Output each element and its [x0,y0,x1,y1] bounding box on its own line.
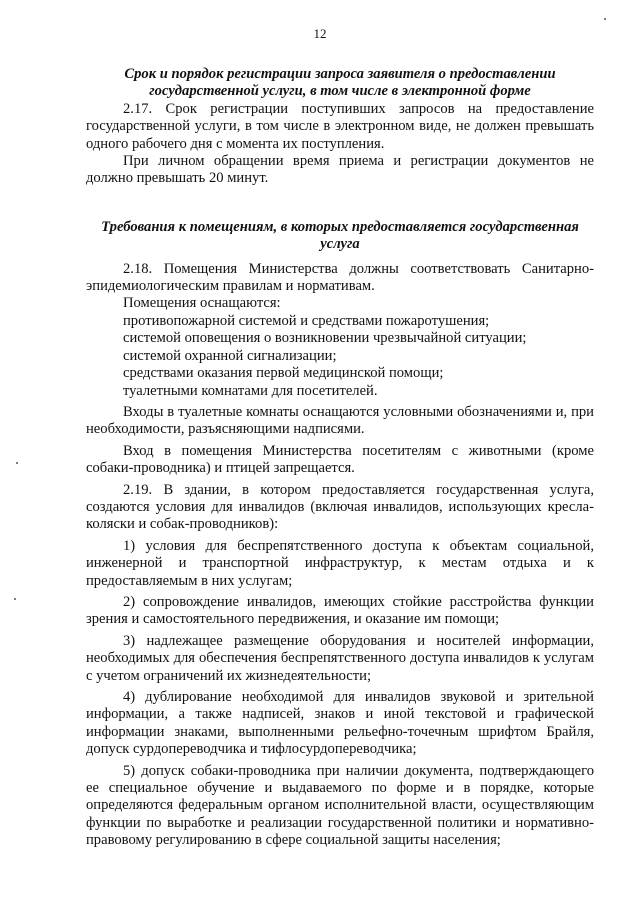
equipment-list [86,313,594,400]
paragraph-animals-prohibited: Вход в помещения Министерства посетителям с животными (кроме собаки-проводника) и птицей запрещается. [86,442,594,477]
paragraph-2-19: 2.19. В здании, в котором предоставляется государственная услуга, создаются условия для инвалидов (включая инвалидов, использующих кресла-коляски и собак-проводников): [86,481,594,533]
list-item: 2) сопровождение инвалидов, имеющих стойкие расстройства функции зрения и самостоятельного передвижения, и оказание им помощи; [86,593,594,628]
paragraph-2-18: 2.18. Помещения Министерства должны соответствовать Санитарно-эпидемиологическим правилам и нормативам. [86,260,594,295]
scan-speck [604,18,606,20]
list-item: системой охранной сигнализации; [123,347,337,364]
equipped-intro: Помещения оснащаются: [123,295,281,312]
list-item: противопожарной системой и средствами пожаротушения; [123,312,490,329]
section-heading-premises: Требования к помещениям, в которых предоставляется государственная услуга [101,218,579,253]
paragraph-toilet-entrances: Входы в туалетные комнаты оснащаются условными обозначениями и, при необходимости, разъясняющими надписями. [86,403,594,438]
disability-conditions-list [86,538,594,850]
list-item: 5) допуск собаки-проводника при наличии документа, подтверждающего ее специальное обучение и выдаваемого по форме и в порядке, которые определяются федеральным органом исполнительной власти, осуществляющим функции по выработке и реализации государственной политики и нормативно-правовому регулированию в сфере социальной защиты населения; [86,762,594,849]
page-number: 12 [313,26,327,41]
list-item: 4) дублирование необходимой для инвалидов звуковой и зрительной информации, а также надписей, знаков и иной текстовой и графической информации знаками, выполненными рельефно-точечным шрифтом Брайля, допуск сурдопереводчика и тифлосурдопереводчика; [86,689,594,758]
list-item: туалетными комнатами для посетителей. [123,382,378,399]
section-heading-registration: Срок и порядок регистрации запроса заявителя о предоставлении государственной услуги, в том числе в электронной форме [124,66,556,100]
page-content [86,66,594,850]
list-item: 1) условия для беспрепятственного доступа к объектам социальной, инженерной и транспортной инфраструктур, к местам отдыха и к предоставляемым в них услугам; [86,537,594,589]
paragraph-2-17: 2.17. Срок регистрации поступивших запросов на предоставление государственной услуги, в том числе в электронном виде, не должен превышать одного рабочего дня с момента их поступления. [86,100,594,152]
scan-speck [14,598,16,600]
paragraph-personal-visit: При личном обращении время приема и регистрации документов не должно превышать 20 минут. [86,153,594,187]
list-item: системой оповещения о возникновении чрезвычайной ситуации; [123,330,527,347]
list-item: средствами оказания первой медицинской помощи; [123,365,444,382]
scan-speck [16,462,18,464]
list-item: 3) надлежащее размещение оборудования и носителей информации, необходимых для обеспечения беспрепятственного доступа инвалидов к услугам с учетом ограничений их жизнедеятельности; [86,632,594,684]
